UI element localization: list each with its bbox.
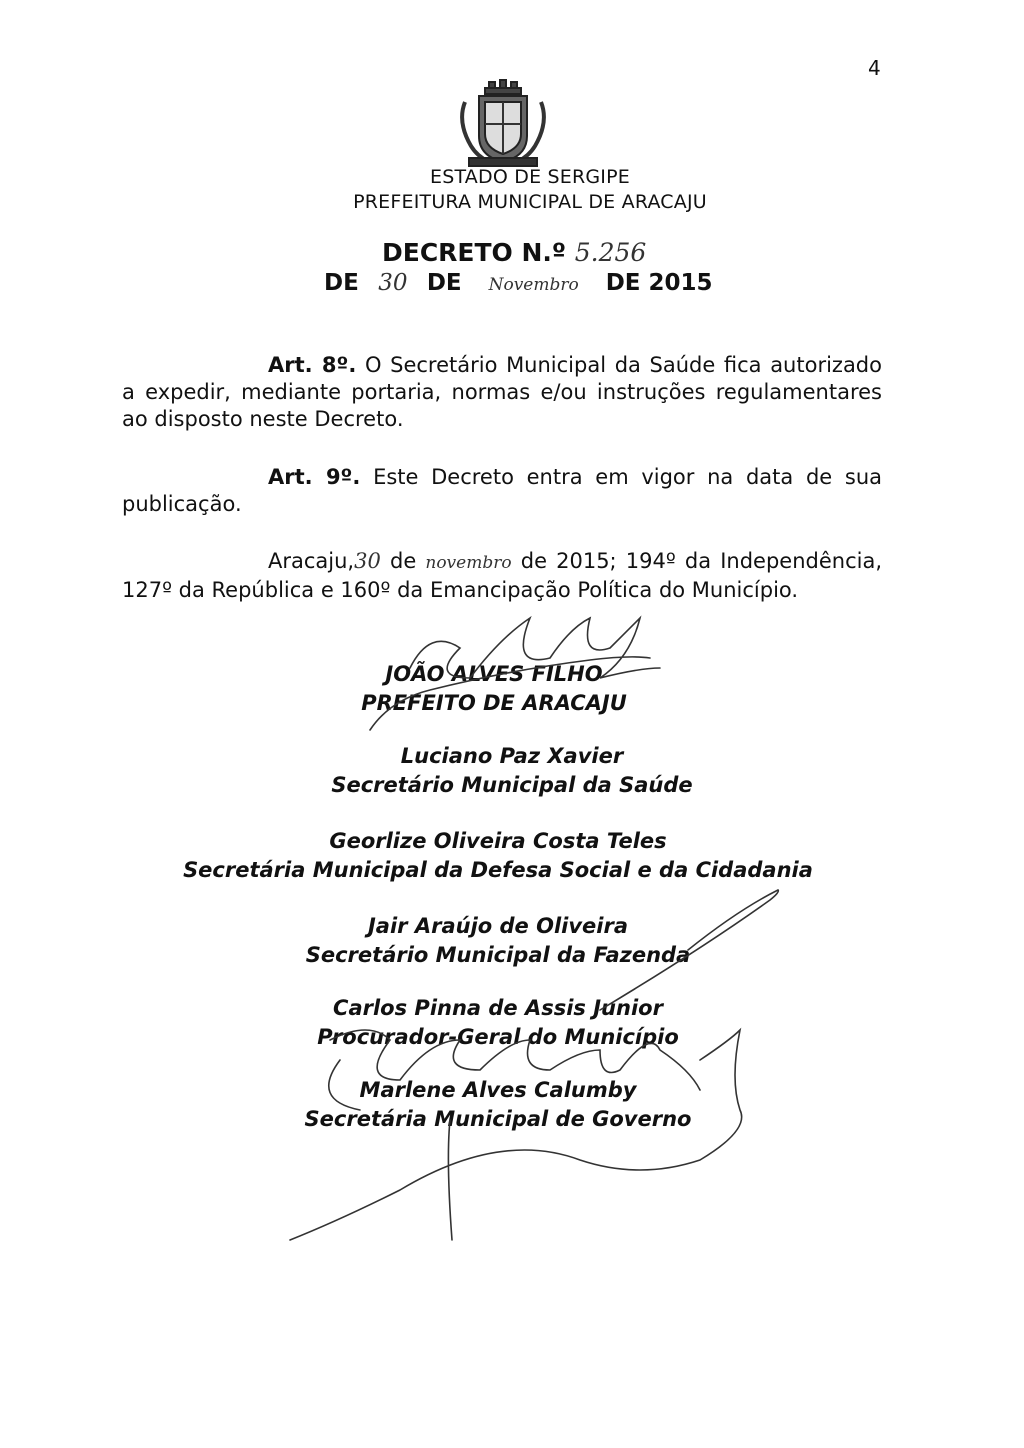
article-8-text: O Secretário Municipal da Saúde fica autorizado a expedir, mediante portaria, normas e/ou instruções regulamentares ao disposto neste Decreto.: [122, 353, 882, 431]
closing-paragraph: [122, 548, 882, 604]
signatory-name: Luciano Paz Xavier: [400, 744, 624, 768]
closing-rest: de 2015; 194º da Independência, 127º da República e 160º da Emancipação Política do Município.: [122, 549, 882, 602]
article-9-label: Art. 9º.: [268, 465, 361, 489]
signatory-role: Secretário Municipal da Fazenda: [305, 943, 691, 967]
article-8: [122, 352, 882, 433]
signatory-role: PREFEITO DE ARACAJU: [361, 691, 627, 715]
signatory-social-defense: [0, 827, 1010, 885]
decree-title: [382, 238, 646, 267]
article-8-label: Art. 8º.: [268, 353, 357, 377]
signatory-name: Jair Araújo de Oliveira: [367, 914, 628, 938]
decree-title-prefix: DECRETO N.º: [382, 238, 567, 267]
signatory-role: Secretária Municipal de Governo: [304, 1107, 692, 1131]
government-signature: [290, 1030, 742, 1240]
signatory-health: [0, 742, 1024, 800]
article-9: [122, 464, 882, 518]
closing-city: Aracaju,: [268, 549, 355, 573]
decree-date-prefix: DE: [324, 270, 359, 296]
signatory-mayor: [0, 660, 1006, 718]
coat-of-arms-icon: [455, 78, 551, 170]
decree-month: Novembro: [488, 275, 579, 295]
page-number: 4: [868, 56, 881, 80]
signatory-role: Secretária Municipal da Defesa Social e da Cidadania: [183, 858, 813, 882]
article-9-text: Este Decreto entra em vigor na data de sua publicação.: [122, 465, 882, 516]
signatory-role: Secretário Municipal da Saúde: [331, 773, 693, 797]
signatory-attorney-general: [0, 994, 1010, 1052]
decree-date-suffix: DE 2015: [605, 270, 713, 296]
decree-number: 5.256: [574, 238, 647, 267]
signatory-finance: [0, 912, 1010, 970]
prefecture-heading: PREFEITURA MUNICIPAL DE ARACAJU: [353, 191, 707, 213]
state-heading: ESTADO DE SERGIPE: [430, 166, 630, 188]
decree-date-mid: DE: [426, 270, 462, 296]
signatory-name: JOÃO ALVES FILHO: [385, 662, 603, 686]
signatory-name: Carlos Pinna de Assis Junior: [333, 996, 663, 1020]
signatory-name: Georlize Oliveira Costa Teles: [329, 829, 667, 853]
decree-day: 30: [378, 270, 408, 296]
signatory-role: Procurador-Geral do Município: [317, 1025, 679, 1049]
signatory-government: [0, 1076, 1010, 1134]
signatory-name: Marlene Alves Calumby: [359, 1078, 637, 1102]
closing-month: novembro: [425, 553, 512, 573]
decree-date: [324, 270, 713, 296]
closing-de: de: [389, 549, 417, 573]
closing-day: 30: [354, 549, 381, 573]
